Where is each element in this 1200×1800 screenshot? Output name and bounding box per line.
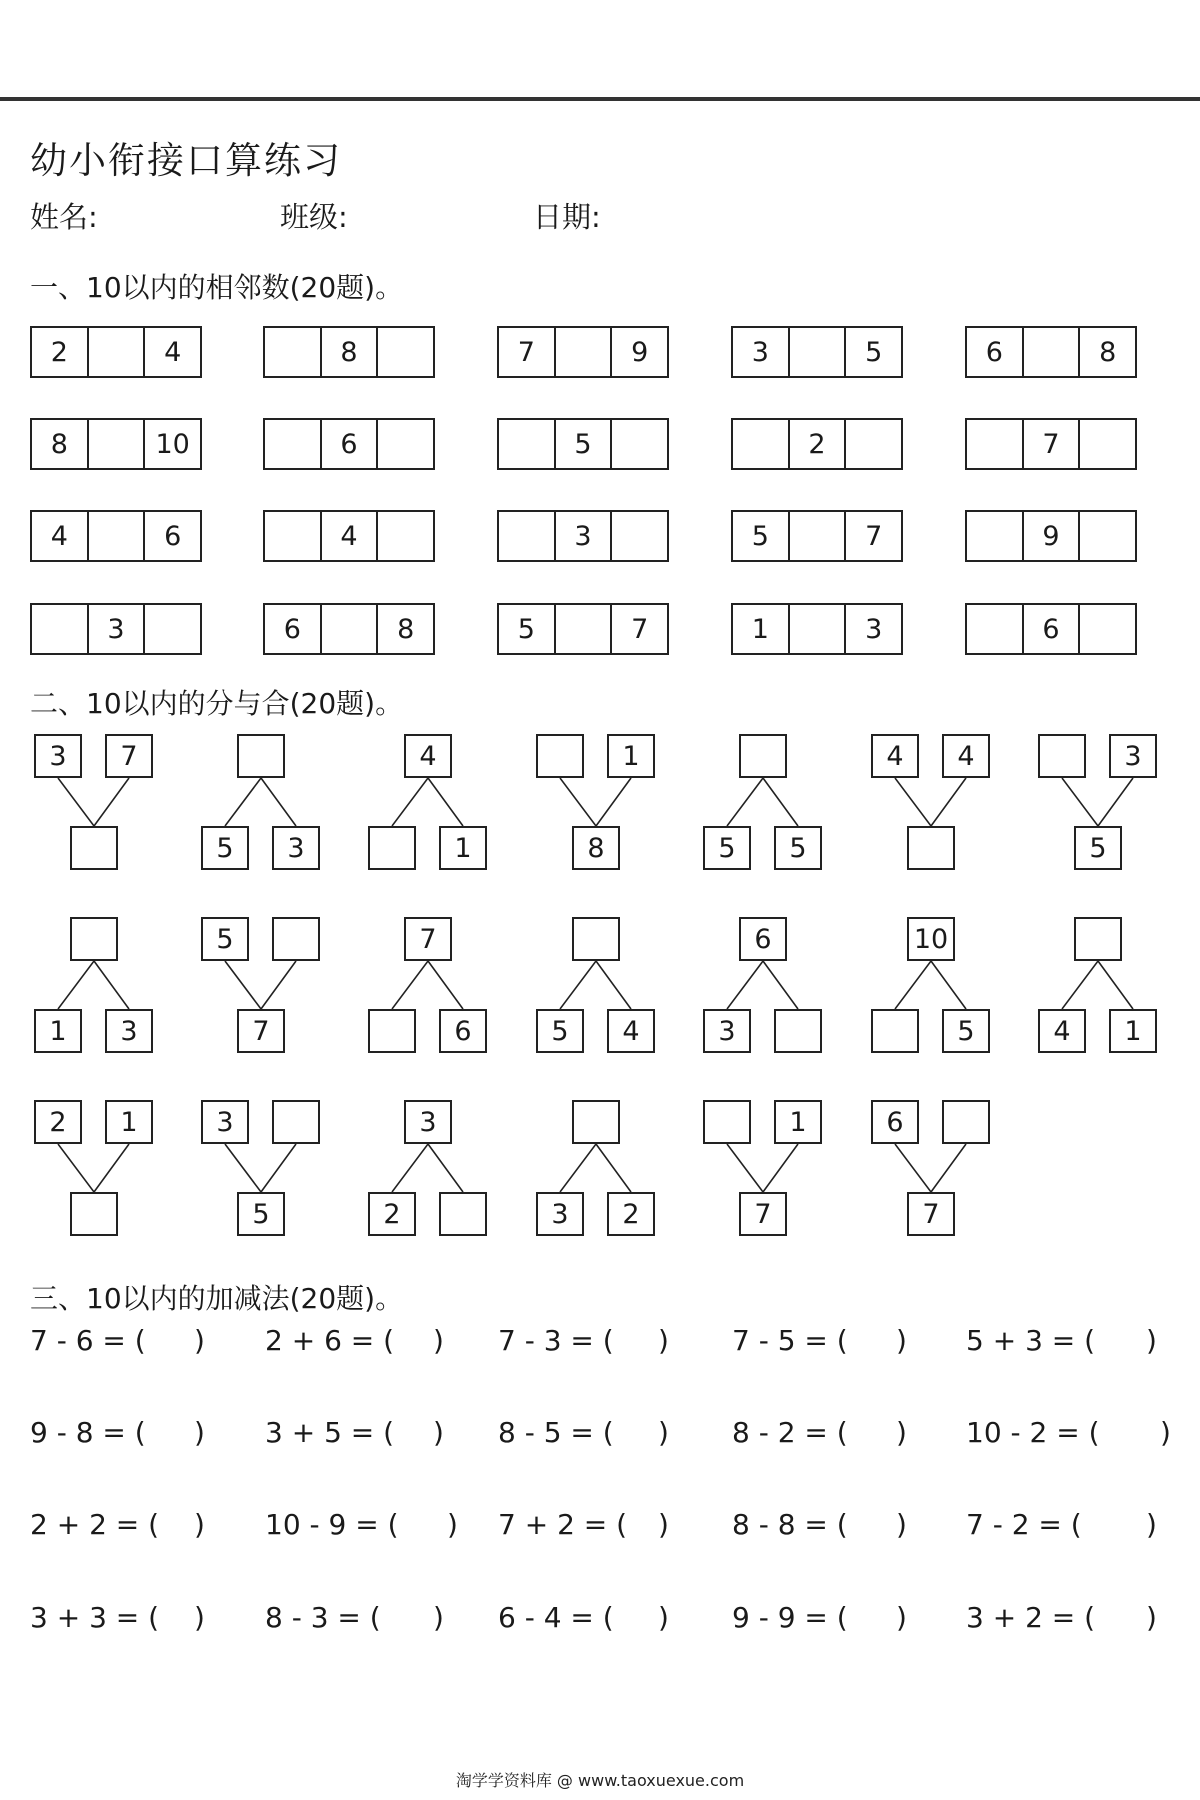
neighbor-item [731,326,903,378]
given-number: 5 [942,1009,990,1053]
answer-blank[interactable] [1080,420,1135,468]
answer-blank[interactable] [70,917,118,961]
connector-line [392,1144,428,1192]
given-number: 5 [1074,826,1122,870]
connector-line [428,1144,463,1192]
given-number: 7 [1024,420,1081,468]
combine-tree [871,734,1001,874]
given-number: 2 [34,1100,82,1144]
equation [30,1508,205,1541]
equation-text: 9 - 9 = ( [732,1601,848,1634]
equation [732,1324,907,1357]
equation [265,1416,444,1449]
equation [498,1508,669,1541]
equation [732,1416,907,1449]
equation-text: 3 + 3 = ( [30,1601,160,1634]
answer-blank[interactable] [967,512,1024,560]
equation [966,1324,1157,1357]
given-number: 4 [404,734,452,778]
date-label: 日期: [533,200,601,234]
connector-line [58,778,94,826]
connector-line [596,1144,631,1192]
answer-close-paren: ) [194,1324,205,1357]
answer-close-paren: ) [194,1601,205,1634]
equation-text: 3 + 5 = ( [265,1416,395,1449]
answer-blank[interactable] [378,328,433,376]
name-label: 姓名: [30,200,98,234]
answer-close-paren: ) [658,1324,669,1357]
given-number: 3 [1109,734,1157,778]
answer-blank[interactable] [265,328,322,376]
connector-line [560,1144,596,1192]
connector-line [560,778,596,826]
answer-blank[interactable] [790,328,847,376]
split-tree [536,917,666,1057]
neighbor-item [263,603,435,655]
connector-line [596,961,631,1009]
neighbor-item [263,510,435,562]
answer-blank[interactable] [556,328,613,376]
equation-text: 9 - 8 = ( [30,1416,146,1449]
connector-line [727,1144,763,1192]
equation-text: 8 - 5 = ( [498,1416,614,1449]
answer-blank[interactable] [89,420,146,468]
given-number: 3 [703,1009,751,1053]
given-number: 1 [733,605,790,653]
neighbor-item [731,603,903,655]
answer-close-paren: ) [1160,1416,1171,1449]
given-number: 4 [164,336,182,368]
answer-blank[interactable] [70,826,118,870]
given-number: 3 [733,328,790,376]
given-number: 2 [790,420,847,468]
equation [265,1508,458,1541]
given-number: 8 [397,613,415,645]
connector-line [560,961,596,1009]
connector-line [763,778,798,826]
split-tree [34,917,164,1057]
equation [966,1416,1171,1449]
given-number: 3 [89,605,146,653]
connector-line [895,778,931,826]
neighbor-item [30,418,202,470]
connector-line [261,778,296,826]
equation-text: 10 - 9 = ( [265,1508,399,1541]
given-number: 3 [536,1192,584,1236]
answer-blank[interactable] [942,1100,990,1144]
answer-blank[interactable] [89,328,146,376]
answer-close-paren: ) [658,1601,669,1634]
given-number: 5 [499,605,556,653]
equation-text: 7 - 5 = ( [732,1324,848,1357]
given-number: 7 [105,734,153,778]
answer-blank[interactable] [572,1100,620,1144]
neighbor-item [263,418,435,470]
connector-line [261,1144,296,1192]
equation [498,1601,669,1634]
combine-tree [201,1100,331,1240]
connector-line [94,961,129,1009]
given-number: 10 [155,428,190,460]
section-2-heading: 二、10以内的分与合(20题)。 [30,687,404,720]
given-number: 2 [607,1192,655,1236]
given-number: 4 [942,734,990,778]
given-number: 4 [871,734,919,778]
connector-line [1062,778,1098,826]
given-number: 1 [105,1100,153,1144]
given-number: 5 [774,826,822,870]
connector-line [392,778,428,826]
answer-blank[interactable] [1074,917,1122,961]
given-number: 10 [907,917,955,961]
answer-blank[interactable] [846,420,901,468]
answer-blank[interactable] [70,1192,118,1236]
split-tree [368,734,498,874]
equation [30,1601,205,1634]
equation [265,1601,444,1634]
answer-close-paren: ) [896,1416,907,1449]
equation [732,1508,907,1541]
given-number: 6 [967,328,1024,376]
split-tree [703,917,833,1057]
given-number: 5 [237,1192,285,1236]
connector-line [931,1144,966,1192]
neighbor-item [731,418,903,470]
answer-blank[interactable] [703,1100,751,1144]
answer-blank[interactable] [1038,734,1086,778]
given-number: 4 [607,1009,655,1053]
equation [966,1601,1157,1634]
equation-text: 7 - 3 = ( [498,1324,614,1357]
given-number: 6 [439,1009,487,1053]
neighbor-item [263,326,435,378]
answer-blank[interactable] [237,734,285,778]
neighbor-item [30,603,202,655]
neighbor-item [497,418,669,470]
answer-blank[interactable] [790,512,847,560]
connector-line [931,778,966,826]
equation [498,1416,669,1449]
answer-blank[interactable] [368,1009,416,1053]
answer-close-paren: ) [433,1601,444,1634]
given-number: 7 [907,1192,955,1236]
connector-line [94,778,129,826]
class-label: 班级: [280,200,348,234]
equation [498,1324,669,1357]
connector-line [225,778,261,826]
neighbor-item [965,603,1137,655]
answer-close-paren: ) [433,1416,444,1449]
answer-blank[interactable] [265,420,322,468]
equation-text: 6 - 4 = ( [498,1601,614,1634]
answer-blank[interactable] [89,512,146,560]
answer-blank[interactable] [967,420,1024,468]
given-number: 3 [865,613,883,645]
connector-line [428,961,463,1009]
connector-line [392,961,428,1009]
equation-text: 7 - 2 = ( [966,1508,1082,1541]
top-rule [0,97,1200,101]
connector-line [428,778,463,826]
answer-blank[interactable] [265,512,322,560]
answer-blank[interactable] [871,1009,919,1053]
neighbor-item [497,603,669,655]
answer-blank[interactable] [1080,512,1135,560]
answer-blank[interactable] [272,1100,320,1144]
split-tree [368,1100,498,1240]
connector-line [763,961,798,1009]
answer-blank[interactable] [774,1009,822,1053]
equation-text: 2 + 2 = ( [30,1508,160,1541]
answer-close-paren: ) [194,1416,205,1449]
given-number: 2 [368,1192,416,1236]
connector-line [225,961,261,1009]
given-number: 5 [865,336,883,368]
given-number: 7 [404,917,452,961]
given-number: 6 [1024,605,1081,653]
section-3-heading: 三、10以内的加减法(20题)。 [30,1282,404,1315]
answer-blank[interactable] [907,826,955,870]
equation-text: 8 - 3 = ( [265,1601,381,1634]
given-number: 3 [404,1100,452,1144]
answer-blank[interactable] [733,420,790,468]
combine-tree [201,917,331,1057]
neighbor-item [497,326,669,378]
answer-blank[interactable] [378,420,433,468]
given-number: 6 [164,520,182,552]
given-number: 6 [265,605,322,653]
connector-line [727,778,763,826]
equation [732,1601,907,1634]
connector-line [94,1144,129,1192]
given-number: 8 [32,420,89,468]
combine-tree [34,734,164,874]
split-tree [871,917,1001,1057]
neighbor-item [731,510,903,562]
answer-blank[interactable] [967,605,1024,653]
given-number: 1 [607,734,655,778]
connector-line [895,1144,931,1192]
answer-blank[interactable] [612,420,667,468]
given-number: 6 [871,1100,919,1144]
answer-close-paren: ) [896,1324,907,1357]
answer-blank[interactable] [439,1192,487,1236]
given-number: 6 [739,917,787,961]
answer-blank[interactable] [1024,328,1081,376]
given-number: 3 [272,826,320,870]
split-tree [1038,917,1168,1057]
neighbor-item [30,510,202,562]
given-number: 4 [32,512,89,560]
equation-text: 3 + 2 = ( [966,1601,1096,1634]
equation-text: 5 + 3 = ( [966,1324,1096,1357]
equation-text: 8 - 2 = ( [732,1416,848,1449]
answer-close-paren: ) [896,1601,907,1634]
given-number: 1 [34,1009,82,1053]
neighbor-item [965,510,1137,562]
given-number: 8 [1099,336,1117,368]
given-number: 5 [536,1009,584,1053]
equation [30,1324,205,1357]
answer-blank[interactable] [32,605,89,653]
split-tree [536,1100,666,1240]
connector-line [261,961,296,1009]
given-number: 1 [1109,1009,1157,1053]
answer-blank[interactable] [272,917,320,961]
connector-line [763,1144,798,1192]
answer-blank[interactable] [536,734,584,778]
given-number: 7 [739,1192,787,1236]
given-number: 4 [1038,1009,1086,1053]
equation [966,1508,1157,1541]
given-number: 6 [322,420,379,468]
answer-close-paren: ) [447,1508,458,1541]
given-number: 7 [237,1009,285,1053]
given-number: 7 [631,613,649,645]
worksheet-title: 幼小衔接口算练习 [30,139,342,182]
footer-watermark: 淘学学资料库 @ www.taoxuexue.com [455,1771,745,1790]
given-number: 5 [556,420,613,468]
answer-blank[interactable] [145,605,200,653]
given-number: 3 [201,1100,249,1144]
given-number: 8 [322,328,379,376]
equation-text: 10 - 2 = ( [966,1416,1100,1449]
equation-text: 7 - 6 = ( [30,1324,146,1357]
answer-blank[interactable] [739,734,787,778]
given-number: 3 [105,1009,153,1053]
neighbor-item [965,326,1137,378]
combine-tree [703,1100,833,1240]
given-number: 5 [201,826,249,870]
answer-blank[interactable] [499,420,556,468]
combine-tree [871,1100,1001,1240]
given-number: 3 [34,734,82,778]
answer-close-paren: ) [658,1508,669,1541]
equation-text: 7 + 2 = ( [498,1508,628,1541]
given-number: 4 [322,512,379,560]
answer-blank[interactable] [572,917,620,961]
equation [265,1324,444,1357]
answer-blank[interactable] [368,826,416,870]
connector-line [225,1144,261,1192]
section-1-heading: 一、10以内的相邻数(20题)。 [30,271,404,304]
answer-blank[interactable] [378,512,433,560]
answer-blank[interactable] [612,512,667,560]
equation [30,1416,205,1449]
answer-close-paren: ) [896,1508,907,1541]
split-tree [201,734,331,874]
given-number: 1 [439,826,487,870]
answer-close-paren: ) [194,1508,205,1541]
neighbor-item [30,326,202,378]
given-number: 9 [1024,512,1081,560]
answer-blank[interactable] [322,605,379,653]
answer-close-paren: ) [1146,1508,1157,1541]
given-number: 5 [703,826,751,870]
answer-blank[interactable] [790,605,847,653]
answer-close-paren: ) [658,1416,669,1449]
connector-line [58,1144,94,1192]
given-number: 8 [572,826,620,870]
answer-blank[interactable] [499,512,556,560]
equation-text: 8 - 8 = ( [732,1508,848,1541]
answer-blank[interactable] [1080,605,1135,653]
connector-line [1098,961,1133,1009]
combine-tree [34,1100,164,1240]
connector-line [58,961,94,1009]
combine-tree [536,734,666,874]
given-number: 5 [733,512,790,560]
answer-close-paren: ) [1146,1324,1157,1357]
given-number: 7 [499,328,556,376]
combine-tree [1038,734,1168,874]
given-number: 3 [556,512,613,560]
connector-line [895,961,931,1009]
connector-line [931,961,966,1009]
answer-close-paren: ) [433,1324,444,1357]
answer-close-paren: ) [1146,1601,1157,1634]
given-number: 9 [631,336,649,368]
equation-text: 2 + 6 = ( [265,1324,395,1357]
neighbor-item [965,418,1137,470]
given-number: 5 [201,917,249,961]
split-tree [368,917,498,1057]
connector-line [727,961,763,1009]
neighbor-item [497,510,669,562]
given-number: 1 [774,1100,822,1144]
given-number: 2 [32,328,89,376]
answer-blank[interactable] [556,605,613,653]
connector-line [1062,961,1098,1009]
split-tree [703,734,833,874]
given-number: 7 [865,520,883,552]
connector-line [1098,778,1133,826]
connector-line [596,778,631,826]
